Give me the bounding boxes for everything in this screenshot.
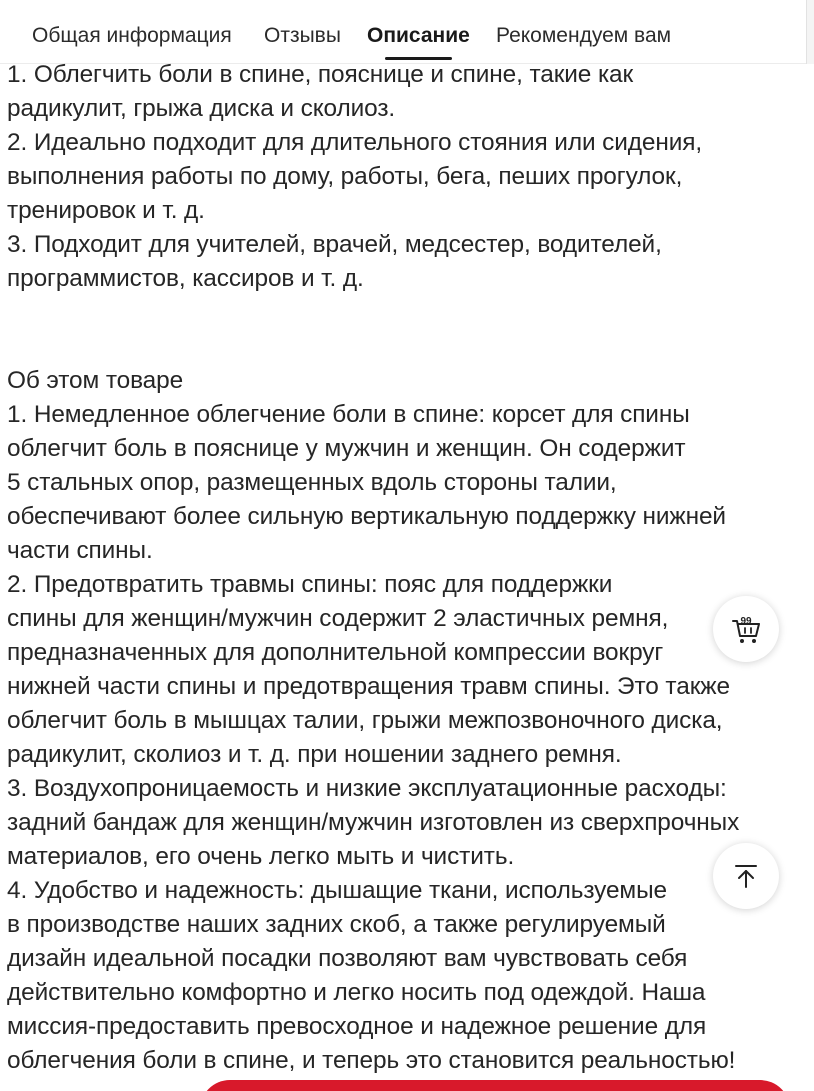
scroll-to-top-button[interactable] (713, 843, 779, 909)
add-to-cart-button[interactable] (200, 1080, 790, 1091)
description-line: радикулит, грыжа диска и сколиоз. (7, 95, 396, 122)
description-line: 1. Облегчить боли в спине, пояснице и спине, такие как (7, 61, 634, 88)
description-line: 5 стальных опор, размещенных вдоль стороны талии, (7, 469, 617, 496)
description-line: действительно комфортно и легко носить под одеждой. Наша (7, 979, 706, 1006)
cart-count-badge: 99 (740, 616, 752, 627)
description-line: облегчения боли в спине, и теперь это становится реальностью! (7, 1047, 736, 1074)
description-line: 4. Удобство и надежность: дышащие ткани, используемые (7, 877, 667, 904)
tab-reviews[interactable]: Отзывы (264, 24, 341, 47)
description-line: выполнения работы по дому, работы, бега, пеших прогулок, (7, 163, 683, 190)
description-line: программистов, кассиров и т. д. (7, 265, 364, 292)
description-line: дизайн идеальной посадки позволяют вам чувствовать себя (7, 945, 688, 972)
description-line: задний бандаж для женщин/мужчин изготовлен из сверхпрочных (7, 809, 740, 836)
arrow-up-to-top-icon (731, 861, 761, 891)
description-line: обеспечивают более сильную вертикальную поддержку нижней (7, 503, 726, 530)
description-line: тренировок и т. д. (7, 197, 205, 224)
about-heading: Об этом товаре (7, 367, 184, 394)
description-line: 3. Воздухопроницаемость и низкие эксплуатационные расходы: (7, 775, 727, 802)
paragraph-gap (7, 296, 807, 364)
description-line: предназначенных для дополнительной компрессии вокруг (7, 639, 664, 666)
description-line: облегчит боль в мышцах талии, грыжи межпозвоночного диска, (7, 707, 723, 734)
description-line: части спины. (7, 537, 153, 564)
description-line: радикулит, сколиоз и т. д. при ношении заднего ремня. (7, 741, 622, 768)
description-line: 3. Подходит для учителей, врачей, медсестер, водителей, (7, 231, 662, 258)
description-line: 1. Немедленное облегчение боли в спине: корсет для спины (7, 401, 690, 428)
description-line: 2. Идеально подходит для длительного стояния или сидения, (7, 129, 703, 156)
tab-description[interactable] (367, 22, 470, 50)
description-line: 2. Предотвратить травмы спины: пояс для поддержки (7, 571, 613, 598)
tab-general-info[interactable]: Общая информация (32, 24, 232, 47)
description-line: облегчит боль в пояснице у мужчин и женщин. Он содержит (7, 435, 686, 462)
description-line: спины для женщин/мужчин содержит 2 эластичных ремня, (7, 605, 669, 632)
tab-recommended[interactable]: Рекомендуем вам (496, 24, 672, 47)
tab-description-label: Описание (367, 24, 470, 47)
floating-cart-button[interactable] (713, 596, 779, 662)
description-line: миссия-предоставить превосходное и надежное решение для (7, 1013, 707, 1040)
description-body (7, 58, 807, 1078)
tab-bar (0, 0, 807, 64)
description-line: в производстве наших задних скоб, а также регулируемый (7, 911, 666, 938)
scrollbar-track[interactable] (806, 0, 814, 64)
description-line: материалов, его очень легко мыть и чистить. (7, 843, 515, 870)
description-line: нижней части спины и предотвращения травм спины. Это также (7, 673, 730, 700)
